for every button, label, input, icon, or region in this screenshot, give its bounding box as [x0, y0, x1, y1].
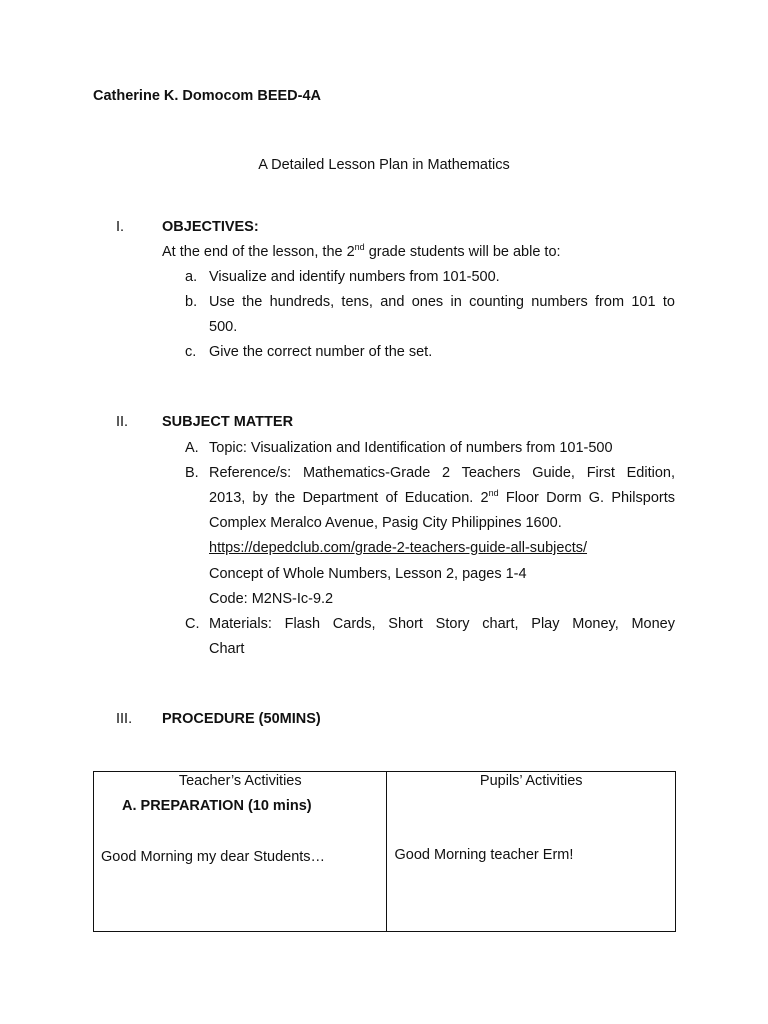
objective-c-text: Give the correct number of the set.: [209, 344, 433, 360]
objectives-intro-sup: nd: [354, 242, 365, 253]
objectives-intro-before: At the end of the lesson, the 2: [162, 244, 355, 260]
teacher-activities-cell: [94, 772, 387, 932]
subject-topic: Topic: Visualization and Identification of numbers from 101-500: [209, 440, 613, 456]
reference-code: Code: M2NS-Ic-9.2: [209, 591, 334, 607]
objective-b-marker: b.: [185, 294, 198, 310]
section-1-numeral: I.: [116, 219, 125, 235]
reference-line2-sup: nd: [488, 488, 499, 499]
table-row: [94, 772, 676, 932]
section-2-numeral: II.: [116, 414, 129, 430]
reference-link-wrap: [209, 540, 587, 556]
author-line: Catherine K. Domocom BEED-4A: [93, 88, 322, 104]
preparation-heading: A. PREPARATION (10 mins): [122, 798, 312, 814]
reference-line5: Concept of Whole Numbers, Lesson 2, pages 1-4: [209, 566, 527, 582]
teacher-activities-header: Teacher’s Activities: [178, 773, 302, 789]
objective-c-marker: c.: [185, 344, 197, 360]
pupil-activities-cell: [387, 772, 676, 932]
section-3-heading: PROCEDURE (50MINS): [162, 711, 321, 727]
objectives-intro: [162, 244, 561, 260]
subject-b-marker: B.: [185, 465, 199, 481]
objective-a-marker: a.: [185, 269, 198, 285]
objective-a-text: Visualize and identify numbers from 101-500.: [209, 269, 500, 285]
objective-b-text-line1: Use the hundreds, tens, and ones in counting numbers from 101 to: [209, 294, 675, 310]
teacher-greeting: Good Morning my dear Students…: [101, 849, 326, 865]
section-1-heading: OBJECTIVES:: [162, 219, 259, 235]
subject-c-marker: C.: [185, 616, 200, 632]
reference-line2-before: 2013, by the Department of Education. 2: [209, 490, 489, 506]
subject-a-marker: A.: [185, 440, 199, 456]
section-3-numeral: III.: [116, 711, 133, 727]
reference-line1: Reference/s: Mathematics-Grade 2 Teachers Guide, First Edition,: [209, 465, 675, 481]
materials-line2: Chart: [209, 641, 245, 657]
objective-b-text-line2: 500.: [209, 319, 238, 335]
materials-line1: Materials: Flash Cards, Short Story chart, Play Money, Money: [209, 616, 675, 632]
document-title: A Detailed Lesson Plan in Mathematics: [258, 157, 510, 173]
objectives-intro-after: grade students will be able to:: [364, 244, 561, 260]
pupil-greeting: Good Morning teacher Erm!: [394, 847, 574, 863]
reference-line2-after: Floor Dorm G. Philsports: [498, 490, 675, 506]
reference-line2: [209, 490, 675, 506]
pupil-activities-header: Pupils’ Activities: [479, 773, 583, 789]
section-2-heading: SUBJECT MATTER: [162, 414, 294, 430]
reference-line3: Complex Meralco Avenue, Pasig City Philippines 1600.: [209, 515, 562, 531]
reference-link[interactable]: https://depedclub.com/grade-2-teachers-guide-all-subjects/: [209, 540, 588, 556]
activities-table: [93, 771, 676, 932]
